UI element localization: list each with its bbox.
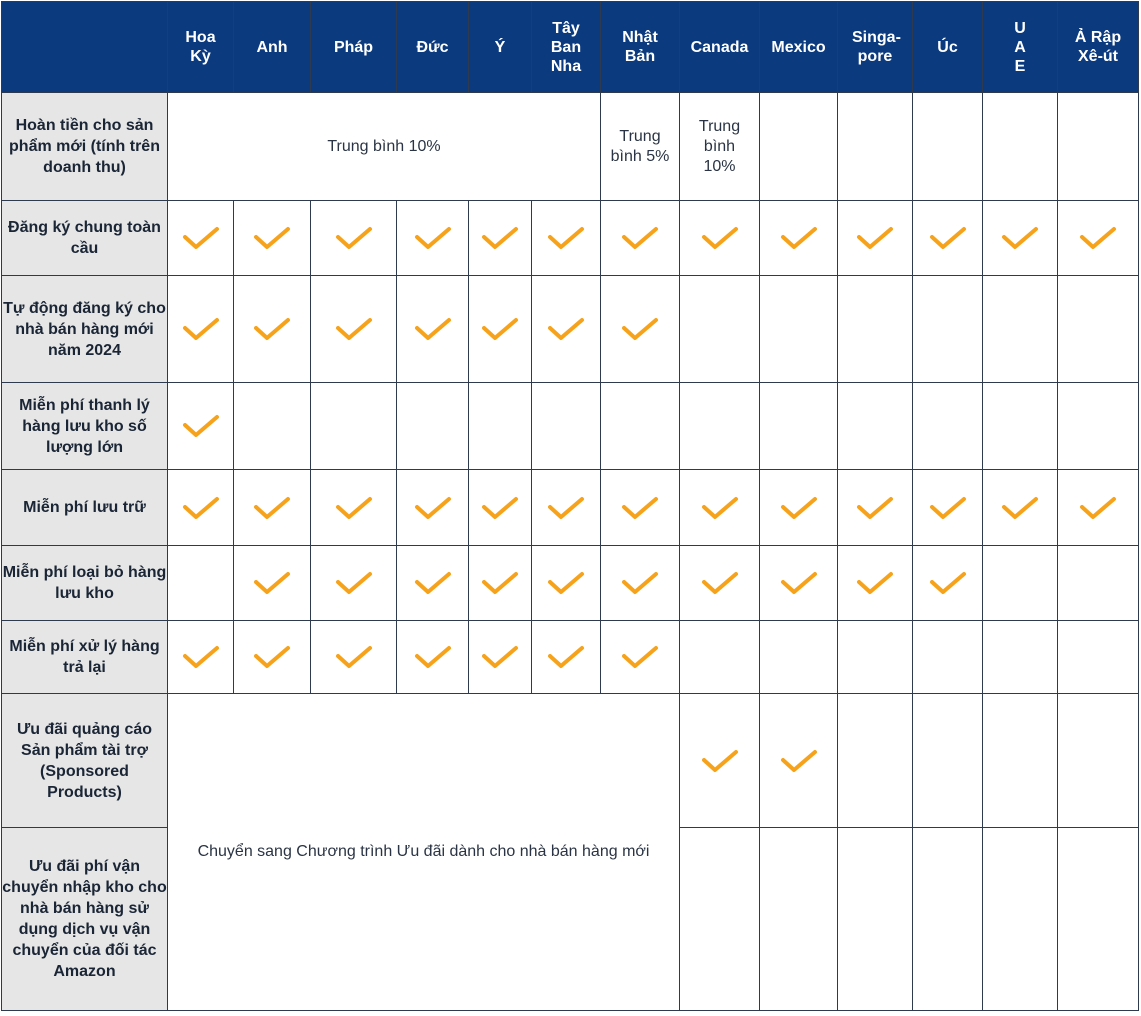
check-icon [620, 642, 660, 672]
check-cell [469, 470, 532, 546]
check-cell [311, 201, 397, 276]
empty-cell [1058, 694, 1139, 828]
empty-cell [913, 828, 983, 1011]
empty-cell [913, 276, 983, 383]
check-cell [680, 470, 760, 546]
check-icon [779, 746, 819, 776]
check-cell [760, 470, 838, 546]
check-icon [700, 223, 740, 253]
empty-cell [838, 828, 913, 1011]
empty-cell [983, 93, 1058, 201]
empty-cell [913, 694, 983, 828]
empty-cell [1058, 383, 1139, 470]
check-icon [855, 568, 895, 598]
empty-cell [1058, 621, 1139, 694]
check-cell [168, 470, 234, 546]
check-icon [413, 568, 453, 598]
check-cell [234, 470, 311, 546]
check-cell [168, 276, 234, 383]
empty-cell [913, 93, 983, 201]
check-cell [311, 470, 397, 546]
check-cell [234, 276, 311, 383]
check-icon [620, 223, 660, 253]
check-icon [252, 314, 292, 344]
check-icon [413, 223, 453, 253]
check-cell [913, 470, 983, 546]
check-icon [928, 223, 968, 253]
empty-cell [1058, 546, 1139, 621]
col-header-spain: Tây Ban Nha [532, 2, 601, 93]
check-icon [480, 223, 520, 253]
col-header-italy: Ý [469, 2, 532, 93]
check-icon [546, 568, 586, 598]
check-icon [181, 223, 221, 253]
col-header-uae: U A E [983, 2, 1058, 93]
check-icon [413, 493, 453, 523]
check-icon [700, 568, 740, 598]
check-cell [234, 621, 311, 694]
check-icon [480, 642, 520, 672]
empty-cell [311, 383, 397, 470]
rebate-value-cell: Trung bình 10% [680, 93, 760, 201]
empty-cell [532, 383, 601, 470]
empty-cell [397, 383, 469, 470]
check-icon [480, 314, 520, 344]
check-cell [311, 546, 397, 621]
check-icon [700, 493, 740, 523]
check-icon [620, 314, 660, 344]
check-cell [760, 201, 838, 276]
check-icon [334, 314, 374, 344]
check-icon [252, 223, 292, 253]
empty-cell [760, 621, 838, 694]
empty-cell [913, 621, 983, 694]
check-cell [532, 470, 601, 546]
rebate-value-cell: Trung bình 10% [168, 93, 601, 201]
check-cell [913, 546, 983, 621]
check-icon [779, 568, 819, 598]
row-new-product-rebate [2, 93, 1139, 201]
check-cell [311, 621, 397, 694]
check-cell [983, 201, 1058, 276]
check-cell [532, 276, 601, 383]
check-icon [181, 411, 221, 441]
row-free-storage [2, 470, 1139, 546]
benefits-comparison-table [1, 1, 1139, 1011]
check-cell [1058, 470, 1139, 546]
check-cell [397, 201, 469, 276]
row-label: Ưu đãi quảng cáo Sản phẩm tài trợ (Sponsored Products) [2, 694, 168, 828]
check-icon [334, 568, 374, 598]
row-label: Miễn phí xử lý hàng trả lại [2, 621, 168, 694]
check-icon [413, 642, 453, 672]
empty-cell [983, 276, 1058, 383]
col-header-us: Hoa Kỳ [168, 2, 234, 93]
check-icon [413, 314, 453, 344]
empty-cell [760, 93, 838, 201]
check-cell [601, 470, 680, 546]
check-cell [680, 694, 760, 828]
col-header-canada: Canada [680, 2, 760, 93]
col-header-australia: Úc [913, 2, 983, 93]
col-header-france: Pháp [311, 2, 397, 93]
row-free-bulk-liquidation [2, 383, 1139, 470]
col-header-uk: Anh [234, 2, 311, 93]
check-icon [779, 223, 819, 253]
empty-cell [838, 383, 913, 470]
empty-cell [760, 383, 838, 470]
row-label: Đăng ký chung toàn cầu [2, 201, 168, 276]
check-cell [601, 621, 680, 694]
row-label: Miễn phí thanh lý hàng lưu kho số lượng lớn [2, 383, 168, 470]
row-label: Miễn phí loại bỏ hàng lưu kho [2, 546, 168, 621]
check-cell [397, 470, 469, 546]
check-cell [168, 201, 234, 276]
check-icon [1000, 493, 1040, 523]
check-icon [181, 642, 221, 672]
check-cell [838, 201, 913, 276]
header-row [2, 2, 1139, 93]
row-label: Miễn phí lưu trữ [2, 470, 168, 546]
check-cell [397, 276, 469, 383]
row-sponsored-products [2, 694, 1139, 828]
check-icon [252, 568, 292, 598]
empty-cell [680, 621, 760, 694]
empty-cell [983, 694, 1058, 828]
check-cell [601, 201, 680, 276]
row-global-enrollment [2, 201, 1139, 276]
check-icon [620, 493, 660, 523]
empty-cell [1058, 276, 1139, 383]
check-icon [1078, 493, 1118, 523]
check-cell [680, 201, 760, 276]
row-free-removal [2, 546, 1139, 621]
empty-cell [469, 383, 532, 470]
rebate-value-cell: Trung bình 5% [601, 93, 680, 201]
check-cell [983, 470, 1058, 546]
row-label: Tự động đăng ký cho nhà bán hàng mới năm 2024 [2, 276, 168, 383]
check-icon [1000, 223, 1040, 253]
check-icon [252, 642, 292, 672]
row-free-returns-processing [2, 621, 1139, 694]
empty-cell [680, 383, 760, 470]
check-cell [838, 470, 913, 546]
row-label: Ưu đãi phí vận chuyển nhập kho cho nhà bán hàng sử dụng dịch vụ vận chuyển của đối tác Amazon [2, 828, 168, 1011]
check-cell [469, 621, 532, 694]
col-header-singapore: Singa-pore [838, 2, 913, 93]
check-icon [855, 493, 895, 523]
empty-cell [1058, 828, 1139, 1011]
empty-cell [838, 694, 913, 828]
empty-cell [680, 828, 760, 1011]
check-icon [480, 568, 520, 598]
check-icon [700, 746, 740, 776]
col-header-saudi-arabia: Ả Rập Xê-út [1058, 2, 1139, 93]
check-cell [168, 383, 234, 470]
check-icon [928, 493, 968, 523]
col-header-japan: Nhật Bản [601, 2, 680, 93]
empty-cell [234, 383, 311, 470]
check-icon [181, 314, 221, 344]
empty-cell [680, 276, 760, 383]
check-cell [532, 546, 601, 621]
check-cell [469, 276, 532, 383]
row-label: Hoàn tiền cho sản phẩm mới (tính trên doanh thu) [2, 93, 168, 201]
empty-cell [838, 621, 913, 694]
check-icon [855, 223, 895, 253]
row-auto-enroll-2024 [2, 276, 1139, 383]
empty-cell [760, 276, 838, 383]
check-icon [546, 642, 586, 672]
check-icon [546, 223, 586, 253]
empty-cell [1058, 93, 1139, 201]
empty-cell [983, 828, 1058, 1011]
check-cell [601, 546, 680, 621]
check-cell [760, 694, 838, 828]
check-cell [838, 546, 913, 621]
empty-cell [760, 828, 838, 1011]
empty-cell [983, 383, 1058, 470]
check-cell [760, 546, 838, 621]
check-icon [334, 642, 374, 672]
check-cell [469, 546, 532, 621]
check-cell [1058, 201, 1139, 276]
check-icon [1078, 223, 1118, 253]
empty-cell [838, 93, 913, 201]
check-icon [252, 493, 292, 523]
check-cell [234, 546, 311, 621]
check-cell [234, 201, 311, 276]
check-cell [532, 201, 601, 276]
empty-cell [838, 276, 913, 383]
empty-cell [913, 383, 983, 470]
check-cell [532, 621, 601, 694]
check-icon [779, 493, 819, 523]
check-icon [480, 493, 520, 523]
moved-to-new-seller-program-cell: Chuyển sang Chương trình Ưu đãi dành cho nhà bán hàng mới [168, 694, 680, 1011]
empty-cell [983, 621, 1058, 694]
check-icon [546, 493, 586, 523]
check-icon [181, 493, 221, 523]
check-cell [397, 546, 469, 621]
empty-cell [168, 546, 234, 621]
check-icon [334, 493, 374, 523]
check-cell [601, 276, 680, 383]
check-cell [397, 621, 469, 694]
check-icon [546, 314, 586, 344]
col-header-mexico: Mexico [760, 2, 838, 93]
check-cell [311, 276, 397, 383]
empty-cell [601, 383, 680, 470]
check-cell [168, 621, 234, 694]
empty-cell [983, 546, 1058, 621]
check-icon [928, 568, 968, 598]
check-cell [680, 546, 760, 621]
check-cell [469, 201, 532, 276]
check-cell [913, 201, 983, 276]
col-header-germany: Đức [397, 2, 469, 93]
check-icon [620, 568, 660, 598]
header-corner [2, 2, 168, 93]
check-icon [334, 223, 374, 253]
